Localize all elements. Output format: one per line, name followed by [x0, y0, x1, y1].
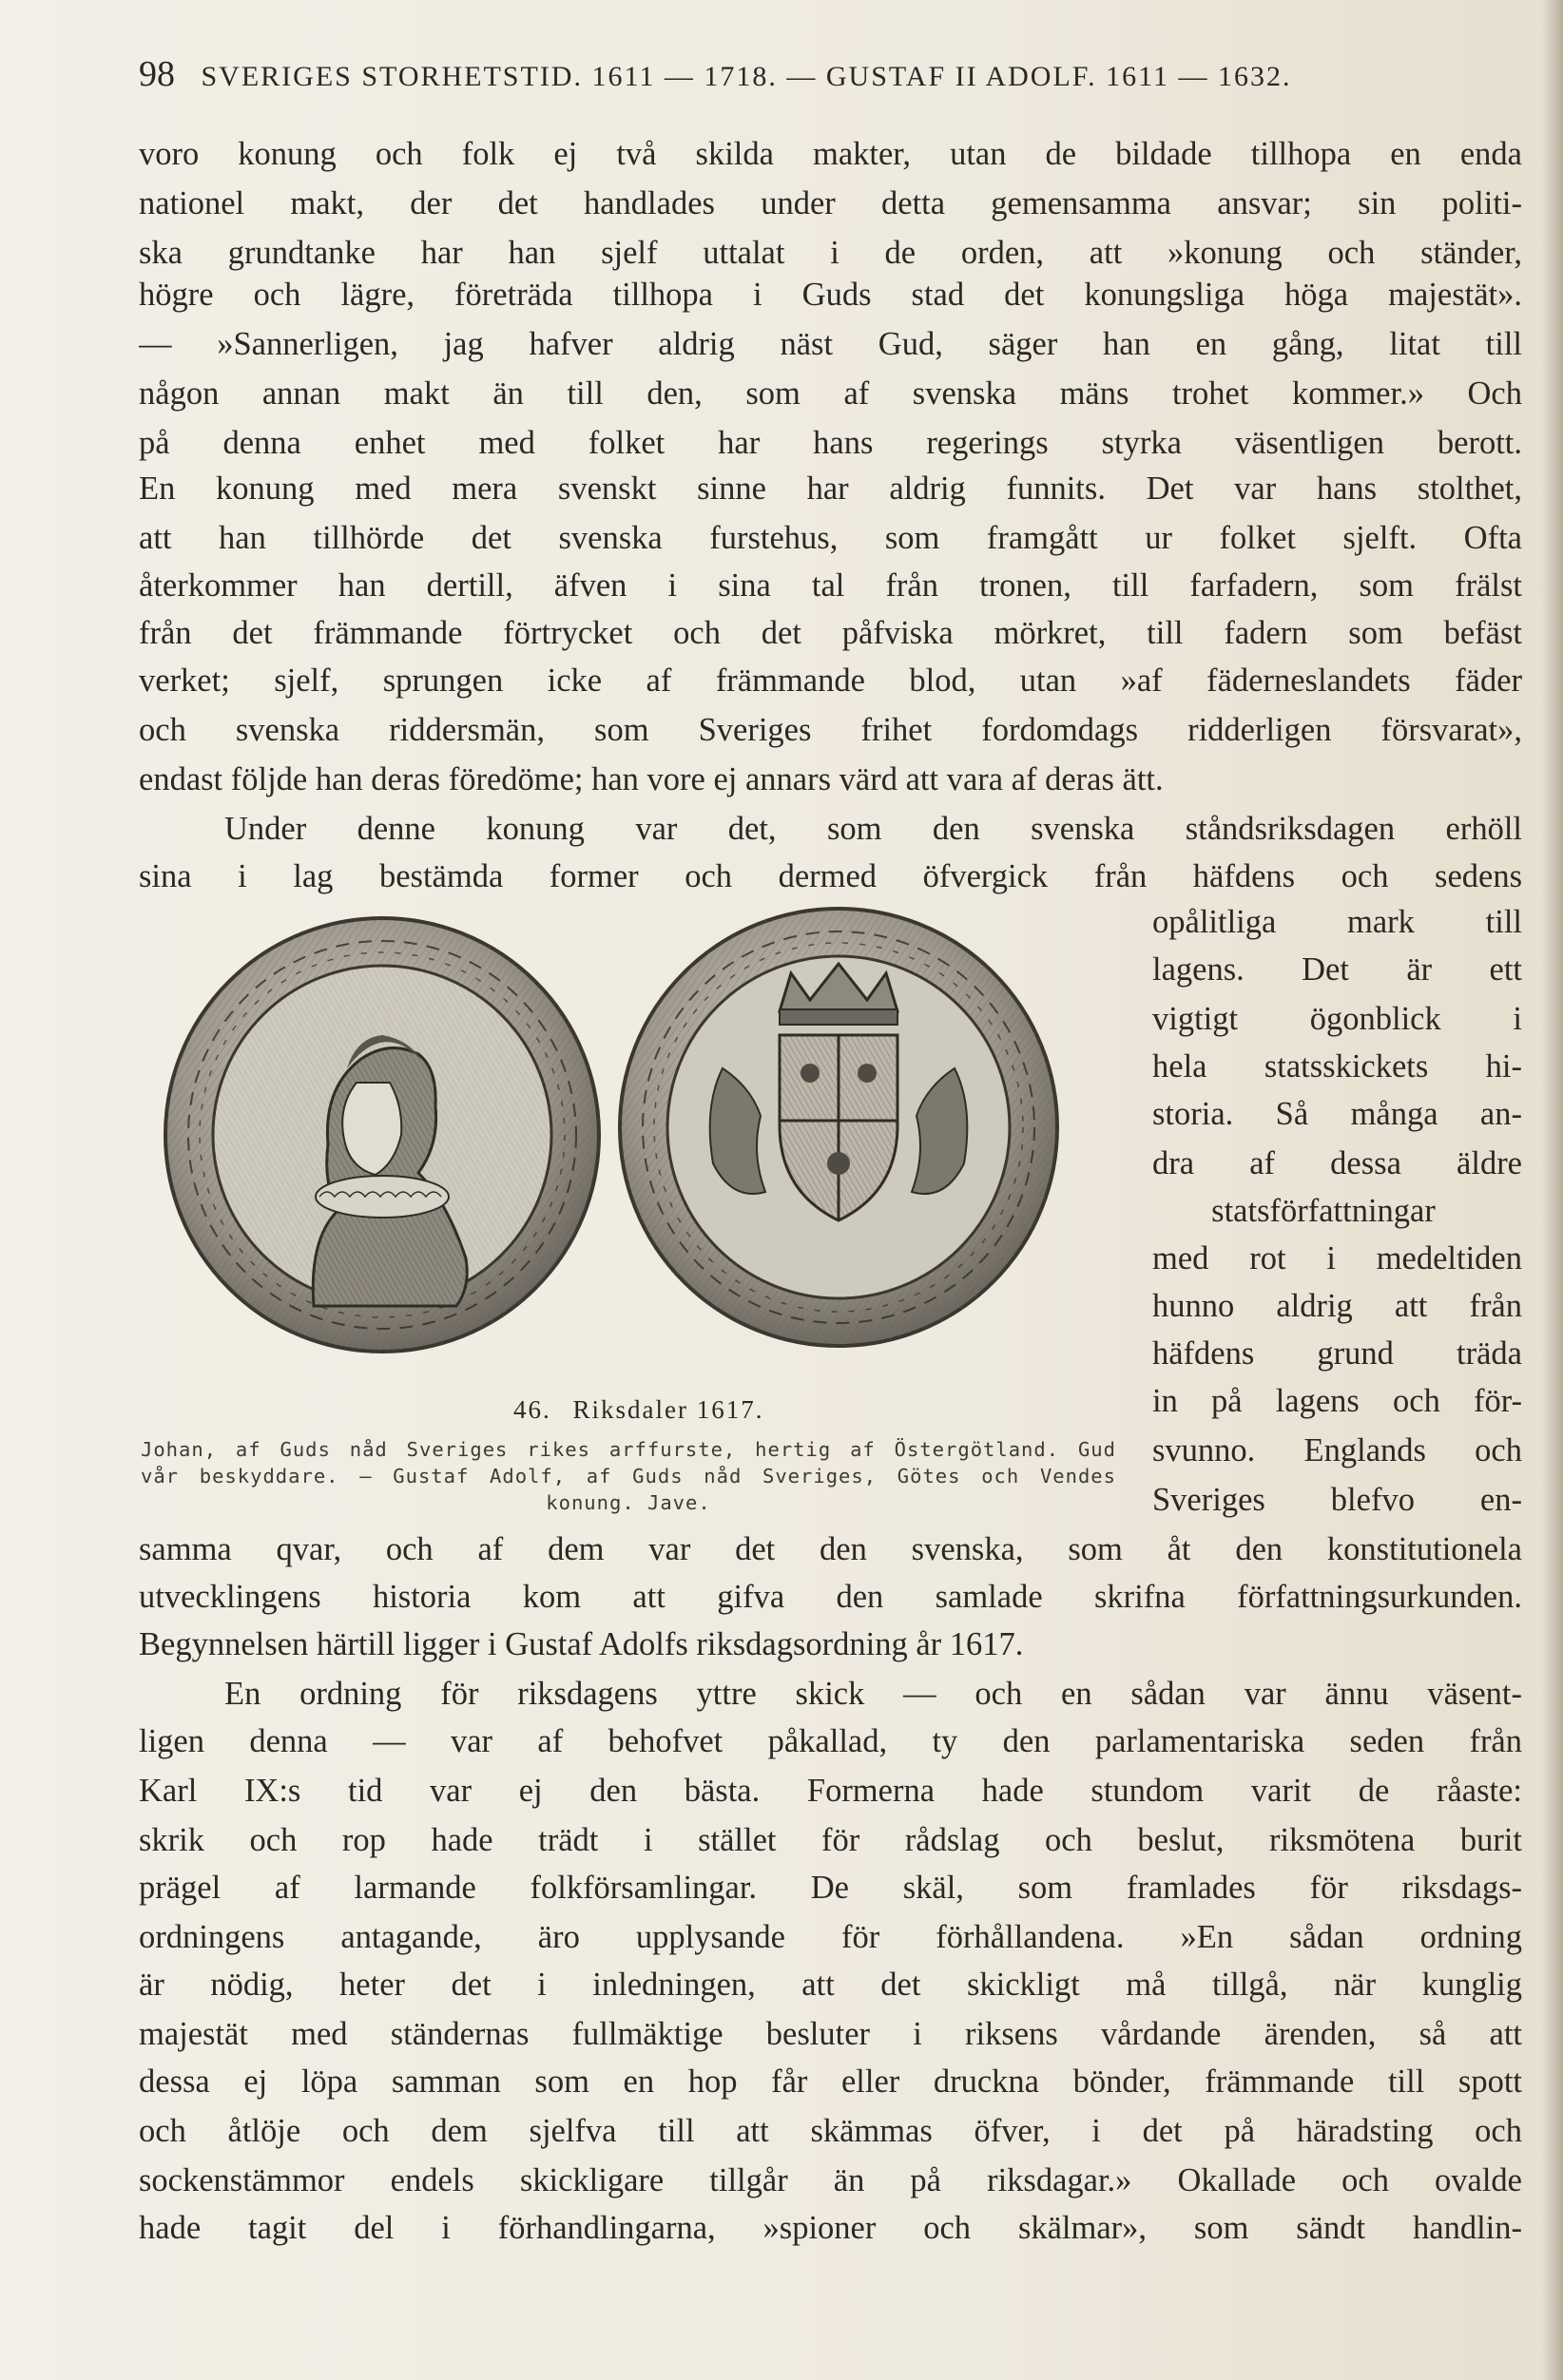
- side-text-line: dra af dessa äldre: [1152, 1145, 1522, 1181]
- text-line: nationel makt, der det handlades under detta gemensamma ansvar; sin politi-: [139, 185, 1522, 221]
- figure-number-line: [513, 1395, 799, 1433]
- side-text-line: häfdens grund träda: [1152, 1335, 1522, 1372]
- text-line: på denna enhet med folket har hans regerings styrka väsentligen berott.: [139, 425, 1522, 461]
- figure-caption-line: konung. Jave.: [546, 1491, 711, 1514]
- side-text-line: statsförfattningar: [1211, 1193, 1436, 1229]
- coin-reverse: [620, 909, 1057, 1346]
- text-line: ordningens antagande, äro upplysande för förhållandena. »En sådan ordning: [139, 1919, 1522, 1955]
- side-text-line: svunno. Englands och: [1152, 1432, 1522, 1468]
- text-line: högre och lägre, företräda tillhopa i Guds stad det konungsliga höga majestät».: [139, 277, 1522, 313]
- text-line: voro konung och folk ej två skilda makter, utan de bildade tillhopa en enda: [139, 136, 1522, 172]
- text-line: dessa ej löpa samman som en hop får eller druckna bönder, främmande till spott: [139, 2063, 1522, 2100]
- text-line: — »Sannerligen, jag hafver aldrig näst Gud, säger han en gång, litat till: [139, 326, 1522, 362]
- text-line: någon annan makt än till den, som af svenska mäns trohet kommer.» Och: [139, 375, 1522, 412]
- text-line: sockenstämmor endels skickligare tillgår än på riksdagar.» Okallade och ovalde: [139, 2162, 1522, 2198]
- side-text-line: Sveriges blefvo en-: [1152, 1482, 1522, 1518]
- text-line: samma qvar, och af dem var det den svenska, som åt den konstitutionela: [139, 1531, 1522, 1567]
- text-line: utvecklingens historia kom att gifva den samlade skrifna författningsurkunden.: [139, 1579, 1522, 1615]
- text-line: återkommer han dertill, äfven i sina tal från tronen, till farfadern, som frälst: [139, 567, 1522, 604]
- text-line: sina i lag bestämda former och dermed öfvergick från häfdens och sedens: [139, 858, 1522, 894]
- text-line: Under denne konung var det, som den svenska ståndsriksdagen erhöll: [224, 811, 1522, 847]
- text-line: endast följde han deras föredöme; han vore ej annars värd att vara af deras ätt.: [139, 761, 1164, 797]
- page-edge-shadow: [1542, 0, 1563, 2380]
- figure-title: Riksdaler 1617.: [572, 1395, 764, 1424]
- page-number: 98: [139, 54, 175, 94]
- side-text-line: vigtigt ögonblick i: [1152, 1001, 1522, 1037]
- text-line: ska grundtanke har han sjelf uttalat i de orden, att »konung och ständer,: [139, 235, 1522, 271]
- text-line: är nödig, heter det i inledningen, att det skickligt må tillgå, när kunglig: [139, 1967, 1522, 2003]
- text-line: verket; sjelf, sprungen icke af främmande blod, utan »af fäderneslandets fäder: [139, 662, 1522, 699]
- text-line: En konung med mera svenskt sinne har aldrig funnits. Det var hans stolthet,: [139, 470, 1522, 507]
- text-line: prägel af larmande folkförsamlingar. De skäl, som framlades för riksdags-: [139, 1870, 1522, 1906]
- text-line: skrik och rop hade trädt i stället för rådslag och beslut, riksmötena burit: [139, 1822, 1522, 1858]
- running-header: [139, 53, 1470, 101]
- text-line: och svenska riddersmän, som Sveriges frihet fordomdags ridderligen försvarat»,: [139, 712, 1522, 748]
- riksdaler-coins-illustration: [133, 878, 1122, 1392]
- text-line: majestät med ständernas fullmäktige besluter i riksens vårdande ärenden, så att: [139, 2016, 1522, 2052]
- side-text-line: hunno aldrig att från: [1152, 1288, 1522, 1324]
- figure-caption-line: vår beskyddare. — Gustaf Adolf, af Guds nåd Sveriges, Götes och Vendes: [141, 1465, 1116, 1488]
- text-line: Begynnelsen härtill ligger i Gustaf Adolfs riksdagsordning år 1617.: [139, 1626, 1024, 1662]
- text-line: att han tillhörde det svenska furstehus, som framgått ur folket sjelft. Ofta: [139, 520, 1522, 556]
- text-line: och åtlöje och dem sjelfva till att skämmas öfver, i det på häradsting och: [139, 2113, 1522, 2149]
- text-line: En ordning för riksdagens yttre skick — och en sådan var ännu väsent-: [224, 1676, 1522, 1712]
- side-text-line: lagens. Det är ett: [1152, 951, 1522, 988]
- side-text-line: in på lagens och för-: [1152, 1383, 1522, 1419]
- figure-caption-line: Johan, af Guds nåd Sveriges rikes arffurste, hertig af Östergötland. Gud: [141, 1438, 1116, 1461]
- coin-obverse: [165, 918, 599, 1352]
- coin-figure: [133, 878, 1122, 1420]
- side-text-line: storia. Så många an-: [1152, 1096, 1522, 1132]
- figure-number: 46.: [513, 1395, 551, 1424]
- side-text-line: med rot i medeltiden: [1152, 1240, 1522, 1276]
- side-text-line: hela statsskickets hi-: [1152, 1048, 1522, 1084]
- running-title: SVERIGES STORHETSTID. 1611 — 1718. — GUSTAF II ADOLF. 1611 — 1632.: [201, 61, 1292, 92]
- text-line: ligen denna — var af behofvet påkallad, ty den parlamentariska seden från: [139, 1723, 1522, 1759]
- side-text-line: opålitliga mark till: [1152, 904, 1522, 940]
- text-line: hade tagit del i förhandlingarna, »spioner och skälmar», som sändt handlin-: [139, 2210, 1522, 2246]
- text-line: från det främmande förtrycket och det påfviska mörkret, till fadern som befäst: [139, 615, 1522, 651]
- text-line: Karl IX:s tid var ej den bästa. Formerna hade stundom varit de råaste:: [139, 1773, 1522, 1809]
